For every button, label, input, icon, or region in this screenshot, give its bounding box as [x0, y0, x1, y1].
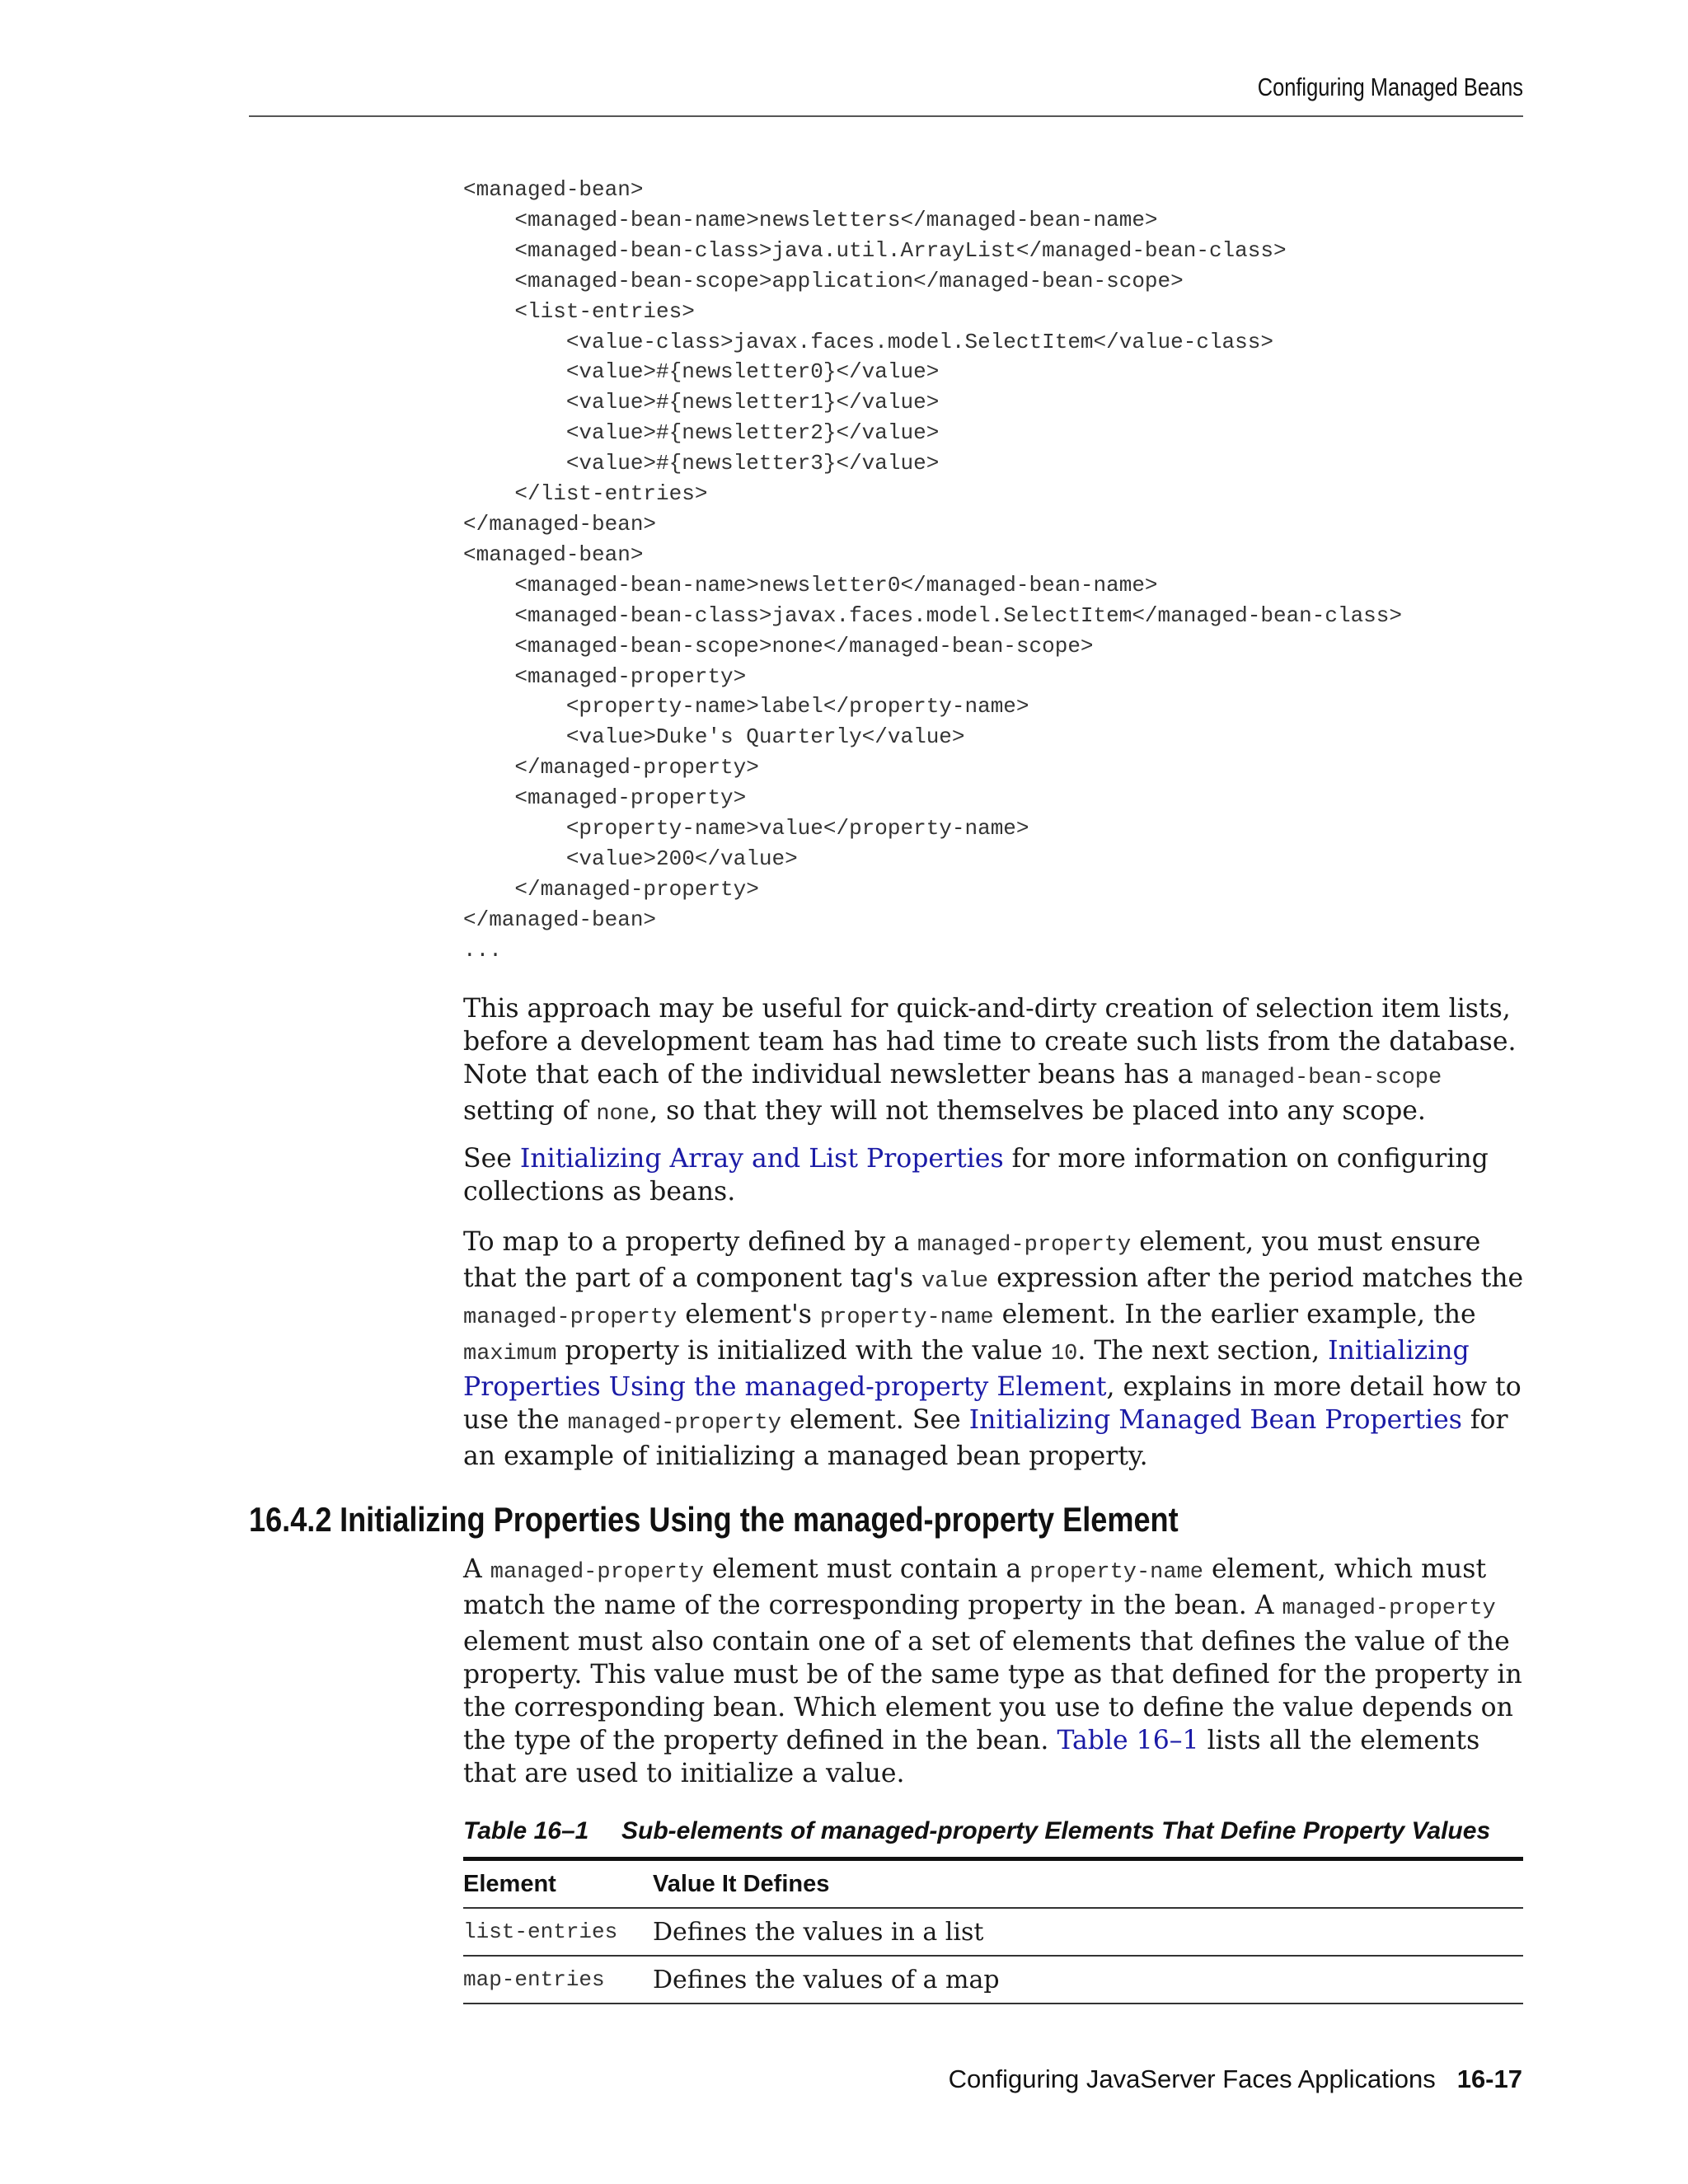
table-header-row [463, 1859, 1523, 1909]
inline-code: none [596, 1102, 650, 1127]
code-line: <value>Duke's Quarterly</value> [463, 724, 965, 750]
code-line: <managed-bean-name>newsletters</managed-bean-name> [463, 207, 1158, 232]
column-header-value: Value It Defines [653, 1859, 1523, 1909]
section-number: 16.4.2 [249, 1500, 332, 1539]
property-values-table [463, 1857, 1523, 2004]
table-row [463, 1956, 1523, 2004]
running-header-title: Configuring Managed Beans [1257, 73, 1523, 101]
table-caption-title: Sub-elements of managed-property Elements That Define Property Values [621, 1817, 1491, 1844]
inline-code: maximum [463, 1342, 557, 1366]
paragraph-map-property: To map to a property defined by a managed-property element, you must ensure that the part of a component tag's value expression after the period matches the managed-property element's property-name element. In the earlier example, the maximum property is initialized with the value 10. The next section, Initializing Properties Using the managed-property Element, explains in more detail how to use the managed-property element. See Initializing Managed Bean Properties for an example of initializing a managed bean property. [463, 1227, 1524, 1471]
code-line: <managed-bean-scope>none</managed-bean-scope> [463, 633, 1094, 658]
code-line: ... [463, 937, 502, 963]
code-line: <managed-property> [463, 785, 747, 811]
code-line: <value>#{newsletter2}</value> [463, 420, 940, 446]
section-title: Initializing Properties Using the managed-property Element [340, 1500, 1179, 1539]
table-row [463, 1908, 1523, 1956]
code-line: </managed-bean> [463, 907, 657, 932]
column-header-element: Element [463, 1859, 653, 1909]
table-cell-description: Defines the values of a map [653, 1956, 1523, 2004]
link-initializing-properties-managed-property[interactable]: Initializing Properties Using the managed-property Element [463, 1336, 1470, 1402]
running-header [249, 73, 1523, 117]
code-line: <value>#{newsletter3}</value> [463, 451, 940, 476]
inline-code: managed-property [1282, 1596, 1496, 1621]
inline-code: property-name [819, 1305, 994, 1330]
code-line: <list-entries> [463, 298, 695, 324]
page-footer [949, 2064, 1522, 2094]
table-cell-description: Defines the values in a list [653, 1908, 1523, 1956]
code-line: <value>200</value> [463, 846, 798, 871]
code-line: <managed-bean> [463, 541, 644, 567]
code-line: <managed-bean-name>newsletter0</managed-bean-name> [463, 572, 1158, 598]
page-number: 16-17 [1456, 2064, 1522, 2093]
code-line: </managed-bean> [463, 511, 657, 537]
code-line: <managed-bean-class>javax.faces.model.SelectItem</managed-bean-class> [463, 602, 1402, 628]
code-line: <managed-bean-scope>application</managed-bean-scope> [463, 268, 1184, 293]
inline-code: managed-property [463, 1305, 678, 1330]
code-line: <managed-property> [463, 663, 747, 689]
inline-code: 10 [1050, 1342, 1078, 1366]
code-line: </list-entries> [463, 481, 708, 507]
inline-code: property-name [1029, 1560, 1203, 1585]
code-line: <value-class>javax.faces.model.SelectItem</value-class> [463, 329, 1273, 354]
inline-code: managed-property [917, 1233, 1132, 1258]
table-caption-label: Table 16–1 [463, 1817, 589, 1844]
inline-code: managed-property [490, 1560, 705, 1585]
code-line: <property-name>value</property-name> [463, 816, 1029, 841]
table-cell-element: list-entries [463, 1908, 653, 1956]
paragraph-selection-lists: This approach may be useful for quick-and-dirty creation of selection item lists, before a development team has had time to create such lists from the database. Note that each of the individual newsletter beans has a managed-bean-scope setting of none, so that they will not themselves be placed into any scope. [463, 994, 1517, 1127]
code-line: <value>#{newsletter0}</value> [463, 359, 940, 385]
paragraph-managed-property-element: A managed-property element must contain a property-name element, which must match the name of the corresponding property in the bean. A managed-property element must also contain one of a set of elements that defines the value of the property. This value must be of the same type as that defined for the property in the corresponding bean. Which element you use to define the value depends on the type of the property defined in the bean. Table 16–1 lists all the elements that are used to initialize a value. [463, 1554, 1522, 1788]
link-table-16-1[interactable]: Table 16–1 [1057, 1726, 1199, 1755]
code-line: <value>#{newsletter1}</value> [463, 390, 940, 415]
code-line: <managed-bean> [463, 177, 644, 202]
inline-code: managed-bean-scope [1201, 1066, 1442, 1090]
code-line: </managed-property> [463, 876, 759, 902]
footer-book-title: Configuring JavaServer Faces Applications [948, 2064, 1436, 2093]
code-line: <managed-bean-class>java.util.ArrayList</managed-bean-class> [463, 237, 1287, 263]
code-line: <property-name>label</property-name> [463, 694, 1029, 719]
code-line: </managed-property> [463, 755, 759, 780]
inline-code: value [921, 1269, 989, 1294]
section-heading [249, 1500, 1179, 1540]
table-caption [463, 1817, 1490, 1845]
link-initializing-managed-bean-properties[interactable]: Initializing Managed Bean Properties [968, 1405, 1462, 1435]
paragraph-see-also: See Initializing Array and List Properties for more information on configuring collections as beans. [463, 1144, 1489, 1207]
inline-code: managed-property [567, 1411, 781, 1436]
code-block [463, 175, 1402, 966]
link-initializing-array-list-properties[interactable]: Initializing Array and List Properties [519, 1144, 1004, 1174]
table-cell-element: map-entries [463, 1956, 653, 2004]
